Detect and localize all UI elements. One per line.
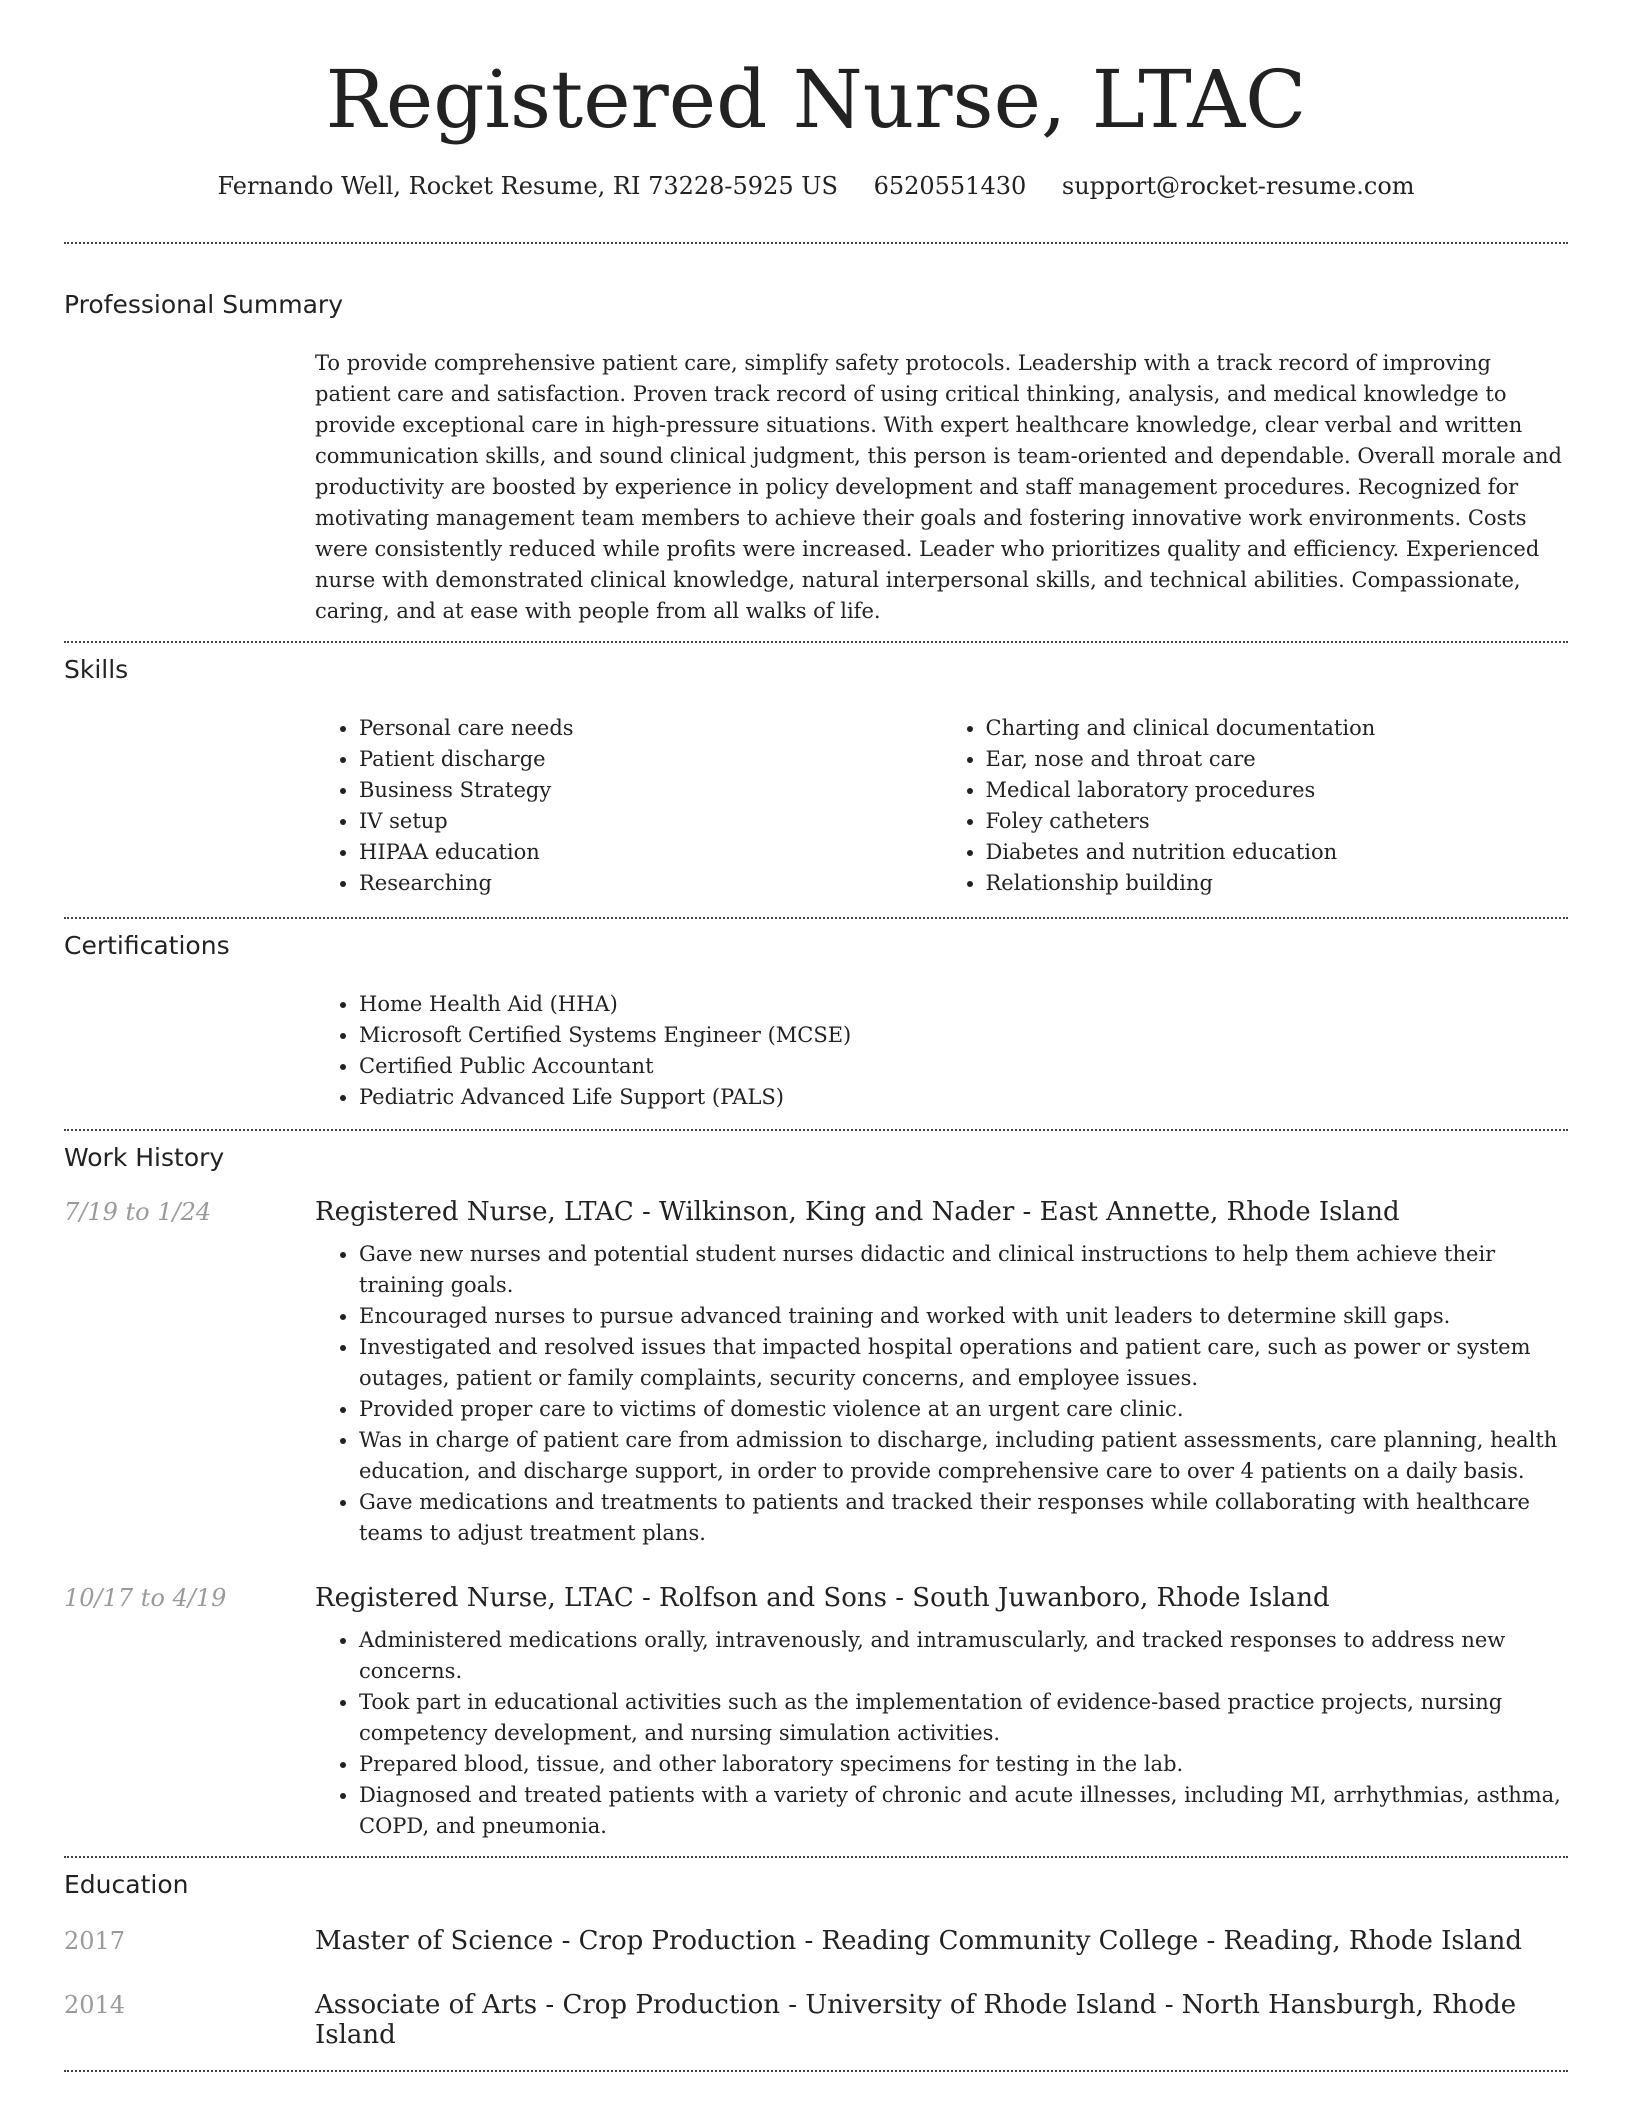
skill-item: • Medical laboratory procedures — [986, 775, 1569, 806]
skill-item: • Foley catheters — [986, 806, 1569, 837]
job-bullet: • Encouraged nurses to pursue advanced training and worked with unit leaders to determine skill gaps. — [359, 1301, 1568, 1332]
skills-list — [315, 713, 1568, 917]
skill-item: • Business Strategy — [359, 775, 942, 806]
certifications-list — [315, 989, 1568, 1129]
skill-item: • Patient discharge — [359, 744, 942, 775]
job-bullets — [315, 1239, 1568, 1549]
education-heading: Education — [64, 1870, 189, 1899]
education-year: 2017 — [64, 1927, 126, 1955]
skills-column-right — [942, 713, 1569, 899]
job-dates: 7/19 to 1/24 — [64, 1198, 212, 1226]
job-bullet: • Gave new nurses and potential student nurses didactic and clinical instructions to help them achieve their training goals. — [359, 1239, 1568, 1301]
education-degree: Associate of Arts - Crop Production - University of Rhode Island - North Hansburgh, Rhode Island — [315, 1990, 1517, 2050]
job-title: Registered Nurse, LTAC - Rolfson and Sons - South Juwanboro, Rhode Island — [315, 1583, 1330, 1613]
skill-item: • IV setup — [359, 806, 942, 837]
job-bullets — [315, 1625, 1568, 1856]
job-bullet: • Administered medications orally, intravenously, and intramuscularly, and tracked responses to address new concerns. — [359, 1625, 1568, 1687]
certification-item: • Microsoft Certified Systems Engineer (MCSE) — [359, 1020, 1568, 1051]
job-entry — [64, 1583, 1568, 1856]
summary-section — [64, 244, 1568, 641]
education-degree: Master of Science - Crop Production - Reading Community College - Reading, Rhode Island — [315, 1926, 1522, 1956]
education-entry — [64, 1926, 1568, 1956]
job-title: Registered Nurse, LTAC - Wilkinson, King and Nader - East Annette, Rhode Island — [315, 1197, 1400, 1227]
skill-item: • Ear, nose and throat care — [986, 744, 1569, 775]
skills-heading: Skills — [64, 655, 129, 684]
education-section — [64, 1858, 1568, 2070]
job-bullet: • Diagnosed and treated patients with a variety of chronic and acute illnesses, including MI, arrhythmias, asthma, COPD, and pneumonia. — [359, 1780, 1568, 1842]
skill-item: • Charting and clinical documentation — [986, 713, 1569, 744]
skill-item: • Relationship building — [986, 868, 1569, 899]
contact-email: support@rocket-resume.com — [1061, 172, 1415, 200]
education-entry — [64, 1990, 1568, 2070]
resume-title: Registered Nurse, LTAC — [325, 53, 1307, 146]
job-header — [64, 1197, 1568, 1227]
work-history-heading: Work History — [64, 1143, 225, 1172]
divider — [64, 2070, 1568, 2072]
work-history-section — [64, 1131, 1568, 1856]
certification-item: • Pediatric Advanced Life Support (PALS) — [359, 1082, 1568, 1113]
job-bullet: • Investigated and resolved issues that impacted hospital operations and patient care, such as power or system outages, patient or family complaints, security concerns, and employee issues. — [359, 1332, 1568, 1394]
contact-address: Fernando Well, Rocket Resume, RI 73228-5925 US — [217, 172, 838, 200]
skills-section — [64, 643, 1568, 917]
education-year: 2014 — [64, 1991, 126, 2019]
summary-body — [315, 348, 1568, 641]
job-bullet: • Was in charge of patient care from admission to discharge, including patient assessments, care planning, health education, and discharge support, in order to provide comprehensive care to over 4 patients on a daily basis. — [359, 1425, 1568, 1487]
certification-item: • Certified Public Accountant — [359, 1051, 1568, 1082]
contact-phone: 6520551430 — [873, 172, 1027, 200]
skill-item: • Diabetes and nutrition education — [986, 837, 1569, 868]
job-dates: 10/17 to 4/19 — [64, 1584, 227, 1612]
job-header — [64, 1583, 1568, 1613]
job-entry — [64, 1197, 1568, 1549]
job-bullet: • Prepared blood, tissue, and other laboratory specimens for testing in the lab. — [359, 1749, 1568, 1780]
skill-item: • HIPAA education — [359, 837, 942, 868]
job-bullet: • Took part in educational activities such as the implementation of evidence-based practice projects, nursing competency development, and nursing simulation activities. — [359, 1687, 1568, 1749]
certifications-section — [64, 919, 1568, 1129]
summary-text: To provide comprehensive patient care, simplify safety protocols. Leadership with a track record of improving patient care and satisfaction. Proven track record of using critical thinking, analysis, and medical knowledge to provide exceptional care in high-pressure situations. With expert healthcare knowledge, clear verbal and written communication skills, and sound clinical judgment, this person is team-oriented and dependable. Overall morale and productivity are boosted by experience in policy development and staff management procedures. Recognized for motivating management team members to achieve their goals and fostering innovative work environments. Costs were consistently reduced while profits were increased. Leader who prioritizes quality and efficiency. Experienced nurse with demonstrated clinical knowledge, natural interpersonal skills, and technical abilities. Compassionate, caring, and at ease with people from all walks of life. — [315, 351, 1562, 623]
skill-item: • Researching — [359, 868, 942, 899]
job-bullet: • Provided proper care to victims of domestic violence at an urgent care clinic. — [359, 1394, 1568, 1425]
certifications-heading: Certifications — [64, 931, 230, 960]
skill-item: • Personal care needs — [359, 713, 942, 744]
skills-column-left — [315, 713, 942, 899]
job-bullet: • Gave medications and treatments to patients and tracked their responses while collaborating with healthcare teams to adjust treatment plans. — [359, 1487, 1568, 1549]
summary-heading: Professional Summary — [64, 290, 344, 319]
certification-item: • Home Health Aid (HHA) — [359, 989, 1568, 1020]
contact-line — [64, 170, 1568, 202]
